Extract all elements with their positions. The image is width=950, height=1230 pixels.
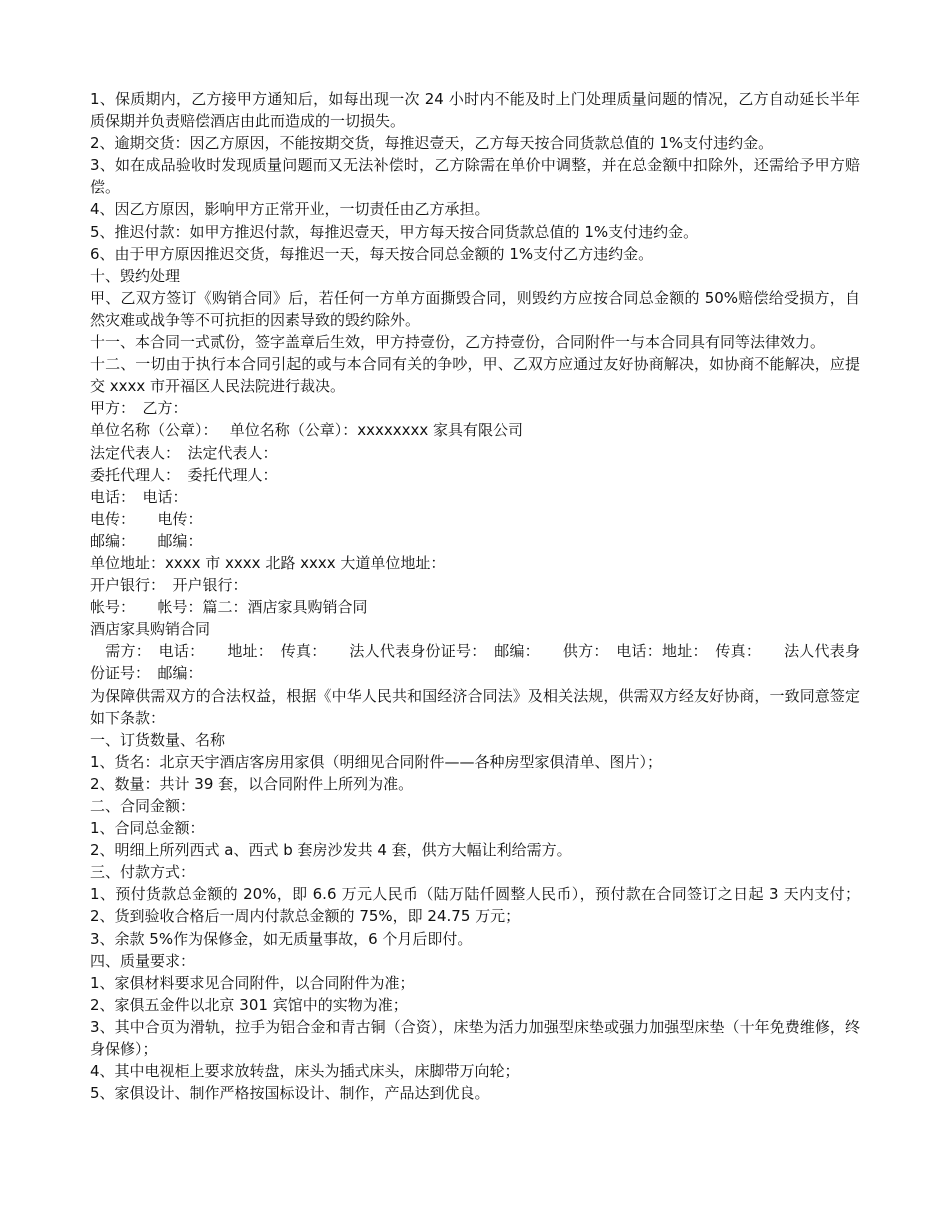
signature-parties: 甲方： 乙方： xyxy=(90,399,188,418)
signature-legal-rep: 法定代表人： 法定代表人： xyxy=(90,443,278,462)
party-info-line: 需方： 电话： 地址： 传真： 法人代表身份证号： 邮编： 供方： 电话：地址： 传真： 法人代表身份证号： 邮编： xyxy=(90,642,860,683)
section-heading-breach: 十、毁约处理 xyxy=(90,266,181,285)
clause-tv-cabinet: 4、其中电视柜上要求放转盘，床头为插式床头，床脚带万向轮； xyxy=(90,1062,520,1081)
clause-breach: 甲、乙双方签订《购销合同》后，若任何一方单方面撕毁合同，则毁约方应按合同总金额的 50%赔偿给受损方，自然灾难或战争等不可抗拒的因素导致的毁约除外。 xyxy=(90,288,860,329)
clause-quantity: 2、数量：共计 39 套，以合同附件上所列为准。 xyxy=(90,774,414,793)
clause-standards: 5、家俱设计、制作严格按国标设计、制作，产品达到优良。 xyxy=(90,1084,490,1103)
clause-goods-name: 1、货名：北京天宇酒店客房用家俱（明细见合同附件——各种房型家俱清单、图片）； xyxy=(90,752,663,771)
signature-phone: 电话： 电话： xyxy=(90,487,188,506)
signature-bank: 开户银行： 开户银行： xyxy=(90,576,248,595)
signature-address: 单位地址：xxxx 市 xxxx 北路 xxxx 大道单位地址： xyxy=(90,553,446,572)
signature-account: 帐号： 帐号：篇二：酒店家具购销合同 xyxy=(90,598,368,617)
clause-opening-responsibility: 4、因乙方原因，影响甲方正常开业，一切责任由乙方承担。 xyxy=(90,200,490,219)
clause-discount: 2、明细上所列西式 a、西式 b 套房沙发共 4 套，供方大幅让利给需方。 xyxy=(90,841,572,860)
document-page xyxy=(90,88,860,1104)
contract-title: 酒店家具购销合同 xyxy=(90,620,211,639)
clause-dispute: 十二、一切由于执行本合同引起的或与本合同有关的争吵，甲、乙双方应通过友好协商解决，如协商不能解决，应提交 xxxx 市开福区人民法院进行裁决。 xyxy=(90,355,860,396)
clause-prepayment: 1、预付货款总金额的 20%，即 6.6 万元人民币（陆万陆仟圆整人民币），预付款在合同签订之日起 3 天内支付；2、货到验收合格后一周内付款总金额的 75%，即 24.75 万元； xyxy=(90,885,860,926)
section-heading-payment: 三、付款方式： xyxy=(90,863,196,882)
section-heading-quality: 四、质量要求： xyxy=(90,951,196,970)
clause-late-payment: 5、推迟付款：如甲方推迟付款，每推迟壹天，甲方每天按合同货款总值的 1%支付违约金。 xyxy=(90,222,699,241)
signature-postcode: 邮编： 邮编： xyxy=(90,531,203,550)
signature-agent: 委托代理人： 委托代理人： xyxy=(90,465,278,484)
clause-late-delivery: 2、逾期交货：因乙方原因，不能按期交货，每推迟壹天，乙方每天按合同货款总值的 1%支付违约金。 xyxy=(90,134,774,153)
clause-warranty-response: 1、保质期内，乙方接甲方通知后，如每出现一次 24 小时内不能及时上门处理质量问题的情况，乙方自动延长半年质保期并负责赔偿酒店由此而造成的一切损失。 xyxy=(90,90,860,131)
clause-buyer-delay: 6、由于甲方原因推迟交货，每推迟一天，每天按合同总金额的 1%支付乙方违约金。 xyxy=(90,244,654,263)
contract-preamble: 为保障供需双方的合法权益，根据《中华人民共和国经济合同法》及相关法规，供需双方经友好协商，一致同意签定如下条款： xyxy=(90,686,860,727)
clause-copies: 十一、本合同一式贰份，签字盖章后生效，甲方持壹份，乙方持壹份，合同附件一与本合同具有同等法律效力。 xyxy=(90,333,826,352)
clause-hardware: 2、家俱五金件以北京 301 宾馆中的实物为准； xyxy=(90,995,408,1014)
section-heading-amount: 二、合同金额： xyxy=(90,797,196,815)
clause-retention: 3、余款 5%作为保修金，如无质量事故，6 个月后即付。 xyxy=(90,929,473,948)
section-heading-order: 一、订货数量、名称 xyxy=(90,730,226,749)
clause-materials: 1、家俱材料要求见合同附件，以合同附件为准； xyxy=(90,973,415,992)
signature-telex: 电传： 电传： xyxy=(90,509,203,528)
clause-total-amount: 1、合同总金额： xyxy=(90,819,205,838)
signature-company-name: 单位名称（公章）： 单位名称（公章）：xxxxxxxx 家具有限公司 xyxy=(90,421,524,440)
clause-quality-compensation: 3、如在成品验收时发现质量问题而又无法补偿时，乙方除需在单价中调整，并在总金额中扣除外，还需给予甲方赔偿。 xyxy=(90,156,860,197)
clause-fittings: 3、其中合页为滑轨，拉手为铝合金和青古铜（合资），床垫为活力加强型床垫或强力加强型床垫（十年免费维修，终身保修）； xyxy=(90,1017,860,1059)
